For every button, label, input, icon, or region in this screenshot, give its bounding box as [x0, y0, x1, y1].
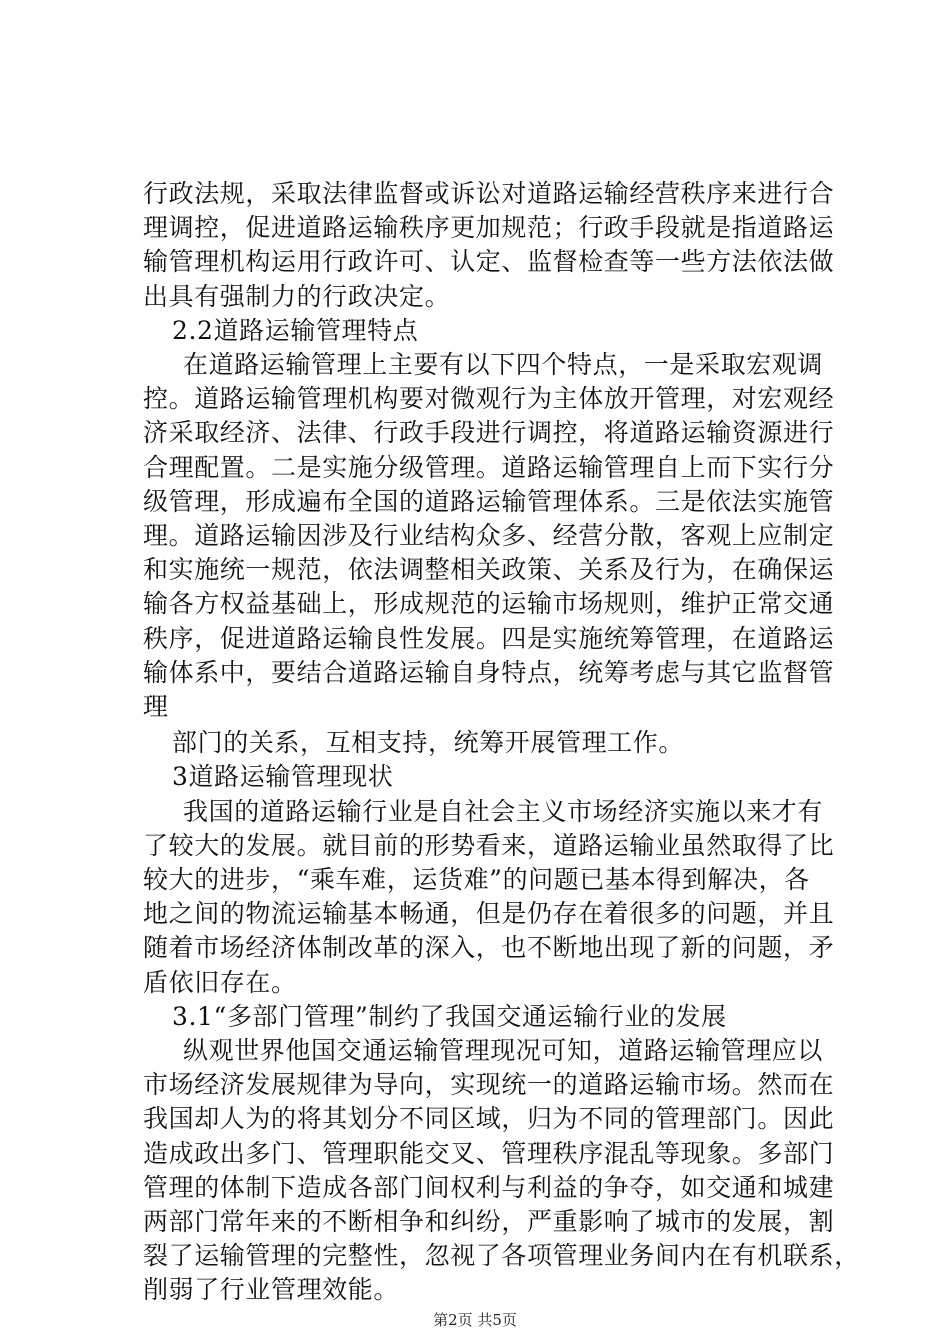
- text-line: 输各方权益基础上，形成规范的运输市场规则，维护正常交通: [143, 589, 835, 618]
- text-line: 较大的进步，“乘车难，运货难”的问题已基本得到解决，各: [143, 865, 810, 894]
- page-footer: 第2页 共5页: [433, 1311, 517, 1329]
- text-line: 两部门常年来的不断相争和纠纷，严重影响了城市的发展，割: [143, 1207, 835, 1236]
- text-line: 随着市场经济体制改革的深入，也不断地出现了新的问题，矛: [143, 933, 835, 962]
- section-heading: 3.1“多部门管理”制约了我国交通运输行业的发展: [172, 1002, 727, 1031]
- text-line: 输管理机构运用行政许可、认定、监督检查等一些方法依法做: [143, 247, 835, 276]
- text-line: 市场经济发展规律为导向，实现统一的道路运输市场。然而在: [143, 1070, 835, 1099]
- text-line: 地之间的物流运输基本畅通，但是仍存在着很多的问题，并且: [143, 899, 835, 928]
- text-line: 理: [143, 692, 169, 721]
- text-line: 济采取经济、法律、行政手段进行调控，将道路运输资源进行: [143, 418, 835, 447]
- text-line: 裂了运输管理的完整性，忽视了各项管理业务间内在有机联系，: [143, 1241, 860, 1270]
- text-line: 盾依旧存在。: [143, 968, 297, 997]
- text-line: 削弱了行业管理效能。: [143, 1275, 400, 1304]
- section-heading: 3道路运输管理现状: [172, 762, 394, 791]
- text-line: 行政法规，采取法律监督或诉讼对道路运输经营秩序来进行合: [143, 179, 835, 208]
- text-line: 理调控，促进道路运输秩序更加规范；行政手段就是指道路运: [143, 213, 835, 242]
- text-line: 造成政出多门、管理职能交叉、管理秩序混乱等现象。多部门: [143, 1139, 835, 1168]
- text-line: 和实施统一规范，依法调整相关政策、关系及行为，在确保运: [143, 555, 835, 584]
- section-heading: 2.2道路运输管理特点: [172, 316, 419, 345]
- text-line: 部门的关系，互相支持，统筹开展管理工作。: [172, 728, 685, 757]
- text-line: 纵观世界他国交通运输管理现况可知，道路运输管理应以: [183, 1036, 824, 1065]
- text-line: 秩序，促进道路运输良性发展。四是实施统筹管理，在道路运: [143, 624, 835, 653]
- text-line: 输体系中，要结合道路运输自身特点，统筹考虑与其它监督管: [143, 658, 835, 687]
- text-line: 合理配置。二是实施分级管理。道路运输管理自上而下实行分: [143, 453, 835, 482]
- text-line: 级管理，形成遍布全国的道路运输管理体系。三是依法实施管: [143, 487, 835, 516]
- text-line: 控。道路运输管理机构要对微观行为主体放开管理，对宏观经: [143, 384, 835, 413]
- text-line: 我国的道路运输行业是自社会主义市场经济实施以来才有: [183, 797, 824, 826]
- text-line: 出具有强制力的行政决定。: [143, 282, 451, 311]
- text-line: 管理的体制下造成各部门间权利与利益的争夺，如交通和城建: [143, 1173, 835, 1202]
- text-line: 理。道路运输因涉及行业结构众多、经营分散，客观上应制定: [143, 521, 835, 550]
- text-line: 了较大的发展。就目前的形势看来，道路运输业虽然取得了比: [143, 831, 835, 860]
- text-line: 我国却人为的将其划分不同区域，归为不同的管理部门。因此: [143, 1104, 835, 1133]
- text-line: 在道路运输管理上主要有以下四个特点，一是采取宏观调: [183, 350, 824, 379]
